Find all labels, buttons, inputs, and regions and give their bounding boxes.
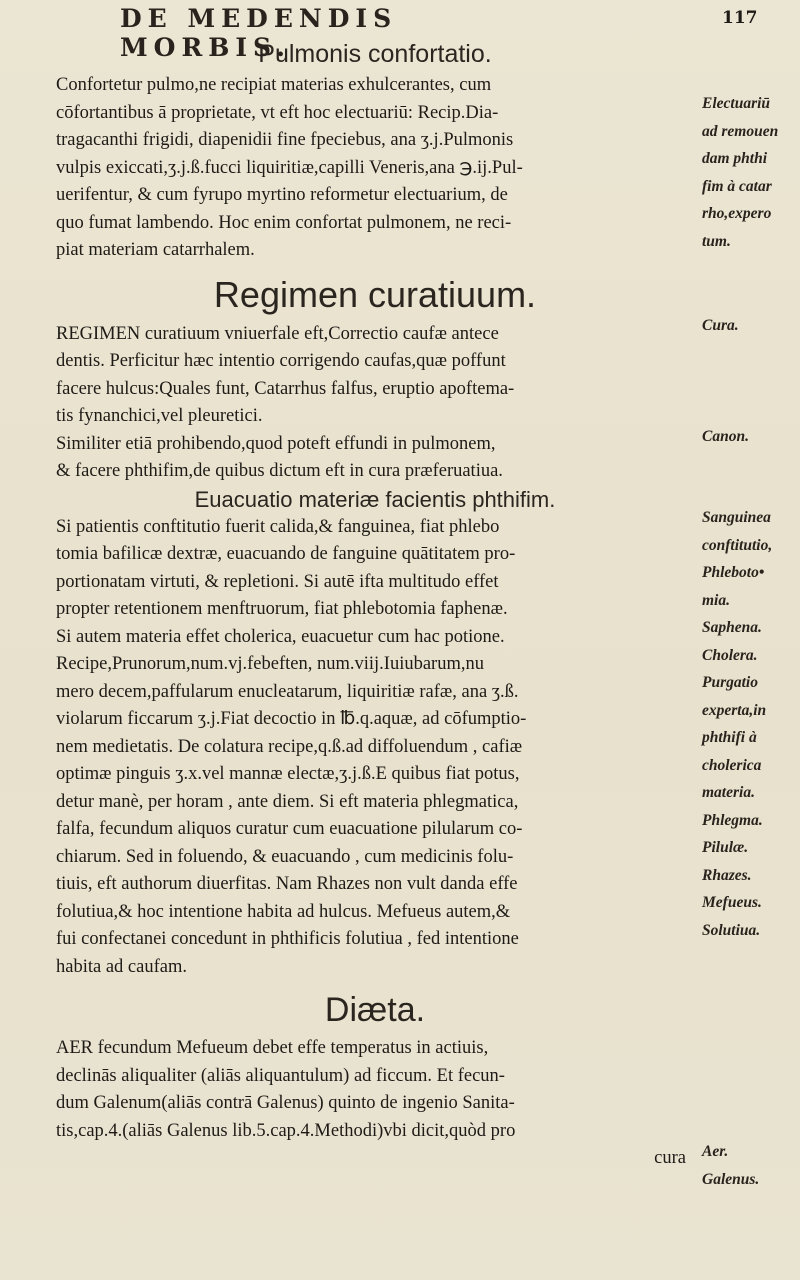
margin-note: ad remouen (702, 122, 779, 140)
margin-note: Canon. (702, 428, 749, 445)
running-head: DE MEDENDIS MORBIS. (120, 4, 398, 62)
margin-notes-block-4 (702, 504, 798, 944)
text-line: facere hulcus:Quales funt, Catarrhus falfus, eruptio apoftema- (56, 378, 515, 399)
margin-notes-block-3 (702, 423, 798, 451)
text-line: mero decem,paffularum enucleatarum, liquiritiæ rafæ, ana ʒ.ß. (56, 681, 519, 702)
heading-pulmonis-confortatio: Pulmonis confortatio. (258, 40, 492, 68)
text-line: chiarum. Sed in foluendo, & euacuando , cum medicinis folu- (56, 846, 514, 867)
text-line: tragacanthi frigidi, diapenidii fine fpeciebus, ana ʒ.j.Pulmonis (56, 130, 514, 150)
margin-note: conftitutio, (702, 536, 773, 554)
text-line: detur manè, per horam , ante diem. Si eft materia phlegmatica, (56, 791, 519, 812)
heading-diaeta: Diæta. (324, 991, 426, 1029)
main-text (56, 36, 694, 1173)
text-line: vulpis exiccati,ʒ.j.ß.fucci liquiritiæ,capilli Veneris,ana ℈.ij.Pul- (56, 157, 523, 178)
text-line: portionatam virtuti, & repletioni. Si autē ifta multitudo effet (56, 571, 499, 592)
catchword: cura (654, 1148, 686, 1168)
margin-note: Cholera. (702, 646, 758, 664)
margin-note: cholerica (702, 756, 762, 774)
text-line: violarum ficcarum ʒ.j.Fiat decoctio in ℔.q.aquæ, ad cōfumptio- (56, 709, 527, 729)
margin-notes-block-1 (702, 90, 798, 255)
margin-note: fim à catar (702, 177, 772, 195)
text-line: nem medietatis. De colatura recipe,q.ß.ad diffoluendum , cafiæ (56, 736, 523, 757)
margin-note: Mefueus. (702, 894, 762, 911)
text-line: declinās aliqualiter (aliās aliquantulum) ad ficcum. Et fecun- (56, 1065, 505, 1086)
margin-note: tum. (702, 232, 731, 250)
margin-note: Pilulæ. (702, 839, 749, 856)
margin-notes-block-2 (702, 312, 798, 340)
text-line: dum Galenum(aliās contrā Galenus) quinto de ingenio Sanita- (56, 1093, 515, 1113)
text-line: tomia bafilicæ dextræ, euacuando de fanguine quātitatem pro- (56, 544, 516, 564)
text-line: AER fecundum Mefueum debet effe temperatus in actiuis, (56, 1038, 489, 1058)
heading-euacuatio: Euacuatio materiæ facientis phthifim. (194, 486, 556, 512)
margin-note: Galenus. (702, 1170, 760, 1188)
margin-note: Solutiua. (702, 921, 761, 939)
margin-note: Phlegma. (702, 811, 763, 829)
margin-note: dam phthi (702, 150, 768, 167)
margin-note: mia. (702, 591, 730, 609)
margin-note: Aer. (702, 1143, 729, 1160)
margin-note: Sanguinea (702, 509, 771, 526)
text-line: dentis. Perficitur hæc intentio corrigendo caufas,quæ poffunt (56, 351, 506, 371)
text-line: Si autem materia effet cholerica, euacuetur cum hac potione. (56, 626, 505, 647)
margin-note: phthifi à (702, 729, 757, 746)
margin-note: Purgatio (702, 674, 758, 691)
text-line: Similiter etiā prohibendo,quod poteft effundi in pulmonem, (56, 433, 496, 454)
text-line: Recipe,Prunorum,num.vj.febeften, num.viij.Iuiubarum,nu (56, 654, 484, 674)
margin-notes-block-5 (702, 1138, 798, 1193)
text-line: uerifentur, & cum fyrupo myrtino reformetur electuarium, de (56, 185, 508, 205)
text-line: tis,cap.4.(aliās Galenus lib.5.cap.4.Methodi)vbi dicit,quòd pro (56, 1120, 516, 1141)
text-line: fui confectanei concedunt in phthificis folutiua , fed intentione (56, 929, 519, 949)
text-line: Si patientis conftitutio fuerit calida,& fanguinea, fiat phlebo (56, 516, 500, 537)
margin-note: materia. (702, 784, 755, 801)
heading-regimen-curatiuum: Regimen curatiuum. (213, 273, 537, 315)
margin-note: Cura. (702, 317, 739, 334)
margin-note: Electuariū (702, 95, 771, 112)
text-line: Confortetur pulmo,ne recipiat materias exhulcerantes, cum (56, 75, 492, 95)
text-line: cōfortantibus ā proprietate, vt eft hoc electuariū: Recip.Dia- (56, 102, 499, 123)
page-number: 117 (722, 8, 758, 28)
text-line: habita ad caufam. (56, 956, 187, 977)
text-line: tiuis, eft authorum diuerfitas. Nam Rhazes non vult danda effe (56, 874, 518, 894)
text-line: REGIMEN curatiuum vniuerfale eft,Correctio caufæ antece (56, 323, 499, 344)
text-line: falfa, fecundum aliquos curatur cum euacuatione pilularum co- (56, 819, 523, 839)
margin-note: experta,in (702, 701, 767, 719)
margin-note: Rhazes. (702, 866, 752, 884)
margin-note: rho,expero (702, 205, 772, 222)
text-line: & facere phthifim,de quibus dictum eft in cura præferuatiua. (56, 461, 503, 481)
margin-note: Saphena. (702, 619, 762, 636)
margin-note: Phleboto• (702, 564, 765, 581)
text-line: quo fumat lambendo. Hoc enim confortat pulmonem, ne reci- (56, 212, 512, 233)
text-line: folutiua,& hoc intentione habita ad hulcus. Mefueus autem,& (56, 901, 511, 922)
text-line: optimæ pinguis ʒ.x.vel mannæ electæ,ʒ.j.ß.E quibus fiat potus, (56, 764, 520, 784)
text-line: tis fynanchici,vel pleuretici. (56, 406, 263, 426)
text-line: propter retentionem menftruorum, fiat phlebotomia faphenæ. (56, 599, 508, 619)
text-line: piat materiam catarrhalem. (56, 240, 255, 260)
